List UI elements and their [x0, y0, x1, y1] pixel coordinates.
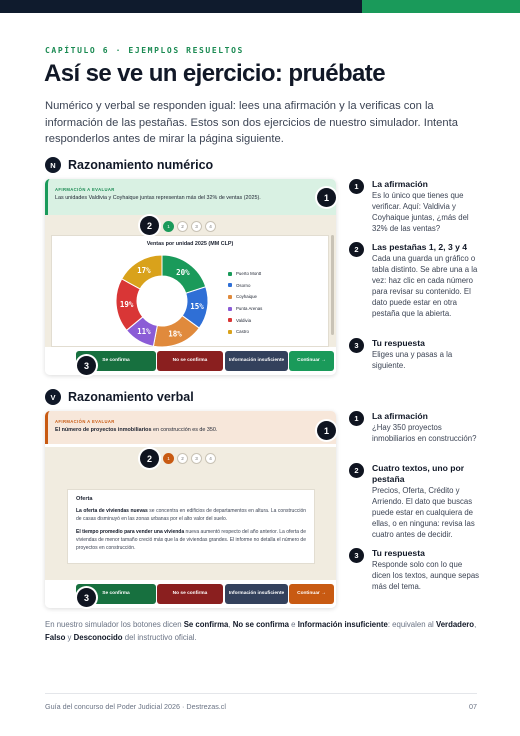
footnote-term-reject: No se confirma [232, 620, 290, 629]
donut-data-label: 15% [190, 302, 204, 312]
paragraph-1-body: se concentra en edificios de departamentos en altura. La construcción de casas disminuyó en las zonas urbanas por el alto valor del suelo. [76, 508, 307, 522]
donut-data-label: 17% [137, 265, 151, 275]
step-title: Tu respuesta [372, 338, 425, 348]
verbal-continue-button[interactable]: Continuar → [289, 584, 334, 604]
verbal-reject-button[interactable]: No se confirma [157, 584, 223, 604]
numeric-badge: N [45, 157, 61, 173]
numeric-tab-2[interactable]: 2 [177, 221, 188, 232]
verbal-callout-3: 3 [77, 588, 96, 607]
verbal-tab-1[interactable]: 1 [163, 453, 174, 464]
text-paragraph-2 [76, 528, 306, 552]
step-title: Cuatro textos, uno por pestaña [372, 463, 465, 484]
verbal-step-1 [349, 411, 480, 444]
donut-chart [112, 251, 212, 351]
verbal-statement-text [55, 427, 217, 433]
numeric-tab-4[interactable]: 4 [205, 221, 216, 232]
numeric-chart-card [51, 235, 329, 347]
step-description: ¿Hay 350 proyectos inmobiliarios en construcción? [372, 423, 477, 443]
step-badge: 3 [349, 548, 364, 563]
legend-swatch [228, 283, 232, 287]
legend-label: Valdivia [236, 317, 252, 323]
verbal-text-card [67, 489, 315, 564]
step-title: La afirmación [372, 411, 428, 421]
verbal-statement-box [45, 411, 336, 444]
numeric-tabs-area [45, 215, 336, 347]
verbal-tab-2[interactable]: 2 [177, 453, 188, 464]
verbal-section-heading [45, 389, 194, 405]
buttons-footnote [45, 619, 485, 644]
footnote-text: y [65, 632, 74, 642]
numeric-heading-text: Razonamiento numérico [68, 158, 214, 172]
paragraph-2-body: nueva aumentó respecto del año anterior. La oferta de viviendas de menor tamaño creció más que la de viviendas grandes. El informe no detalla el número de proyectos en construcción. [76, 529, 306, 551]
step-description: Precios, Oferta, Crédito y Arriendo. El dato que buscas puede estar en cualquiera de ellas, o en ninguna: revisa las cuatro antes de decidir. [372, 486, 475, 539]
footnote-term-insufficient: Información insuficiente [297, 620, 388, 629]
donut-data-label: 18% [168, 329, 182, 339]
numeric-continue-button[interactable]: Continuar → [289, 351, 334, 371]
step-description: Eliges una y pasas a la siguiente. [372, 350, 453, 370]
verbal-insufficient-button[interactable]: Información insuficiente [225, 584, 288, 604]
legend-label: Coyhaique [236, 294, 257, 300]
footnote-text: En nuestro simulador los botones dicen [45, 620, 184, 629]
numeric-tab-1[interactable]: 1 [163, 221, 174, 232]
legend-swatch [228, 295, 232, 299]
footnote-term-true: Verdadero [435, 620, 475, 629]
verbal-confirm-button[interactable]: Se confirma [76, 584, 156, 604]
donut-data-label: 11% [137, 327, 151, 337]
verbal-step-2 [349, 463, 480, 540]
chart-title: Ventas por unidad 2025 (MM CLP) [146, 241, 234, 247]
legend-item [228, 268, 262, 280]
verbal-step-3 [349, 548, 480, 592]
top-bar-accent [362, 0, 520, 13]
footer-divider [45, 693, 477, 694]
numeric-callout-1: 1 [317, 188, 336, 207]
legend-label: Osorno [236, 282, 251, 288]
step-title: La afirmación [372, 179, 428, 189]
paragraph-2-lead: El tiempo promedio para vender una vivienda [76, 529, 185, 535]
verbal-badge: V [45, 389, 61, 405]
step-title: Tu respuesta [372, 548, 425, 558]
chapter-label: CAPÍTULO 6 · EJEMPLOS RESUELTOS [45, 46, 244, 55]
step-badge: 1 [349, 411, 364, 426]
page-number: 07 [469, 702, 477, 711]
verbal-statement-bold: El número de proyectos inmobiliarios [55, 427, 152, 433]
numeric-step-3 [349, 338, 480, 371]
legend-item [228, 303, 262, 315]
legend-item [228, 314, 262, 326]
step-badge: 1 [349, 179, 364, 194]
numeric-statement-label: AFIRMACIÓN A EVALUAR [55, 187, 115, 192]
footnote-text: , [228, 620, 233, 629]
footnote-text: del instructivo oficial. [122, 632, 197, 642]
footnote-text: e [289, 620, 298, 629]
verbal-tab-3[interactable]: 3 [191, 453, 202, 464]
step-badge: 2 [349, 463, 364, 478]
numeric-tab-3[interactable]: 3 [191, 221, 202, 232]
verbal-tabs-area [45, 447, 336, 580]
verbal-statement-label: AFIRMACIÓN A EVALUAR [55, 419, 115, 424]
numeric-statement-text: Las unidades Valdivia y Coyhaique juntas representan más del 32% de ventas (2025). [55, 195, 261, 201]
donut-data-label: 20% [176, 267, 190, 277]
footnote-text: , [474, 620, 477, 629]
legend-label: Puerto Montt [236, 271, 262, 277]
page-title: Así se ve un ejercicio: pruébate [44, 60, 385, 87]
step-title: Las pestañas 1, 2, 3 y 4 [372, 242, 468, 252]
verbal-callout-1: 1 [317, 421, 336, 440]
numeric-scrollbar[interactable] [331, 235, 334, 335]
footnote-term-false: Falso [45, 632, 66, 642]
numeric-step-2 [349, 242, 480, 319]
footnote-term-unknown: Desconocido [73, 632, 123, 642]
verbal-tab-row [163, 453, 216, 464]
donut-data-label: 19% [119, 299, 134, 309]
legend-label: Castro [236, 329, 249, 335]
verbal-heading-text: Razonamiento verbal [68, 390, 194, 404]
legend-swatch [228, 330, 232, 334]
numeric-confirm-button[interactable]: Se confirma [76, 351, 156, 371]
verbal-tab-4[interactable]: 4 [205, 453, 216, 464]
verbal-simulator-panel [45, 411, 336, 608]
text-paragraph-1 [76, 507, 306, 523]
step-description: Responde solo con lo que dicen los textos, aunque sepas más del tema. [372, 560, 480, 591]
step-badge: 2 [349, 242, 364, 257]
footer-source: Guía del concurso del Poder Judicial 2026 · Destrezas.cl [45, 702, 226, 711]
intro-paragraph: Numérico y verbal se responden igual: lees una afirmación y la verificas con la información de las pestañas. Estos son dos ejercicios de nuestro simulador. Intenta responderlos antes de mirar la página siguiente. [45, 100, 458, 145]
numeric-step-1 [349, 179, 480, 234]
numeric-callout-2: 2 [140, 216, 159, 235]
step-description: Cada una guarda un gráfico o tabla distinto. Se abre una a la vez: haz clic en cada número para revisar su contenido. El dato puede estar en otra pestaña que la abierta. [372, 254, 478, 318]
legend-swatch [228, 307, 232, 311]
footnote-term-confirm: Se confirma [183, 620, 229, 629]
legend-item [228, 326, 262, 338]
legend-swatch [228, 318, 232, 322]
numeric-tab-row [163, 221, 216, 232]
numeric-reject-button[interactable]: No se confirma [157, 351, 223, 371]
verbal-statement-rest: en construcción es de 350. [151, 427, 218, 433]
legend-item [228, 291, 262, 303]
legend-swatch [228, 272, 232, 276]
numeric-statement-box [45, 179, 336, 215]
numeric-section-heading [45, 157, 213, 173]
legend-label: Punta Arenas [236, 306, 263, 312]
numeric-callout-3: 3 [77, 356, 96, 375]
legend-item [228, 280, 262, 292]
numeric-insufficient-button[interactable]: Información insuficiente [225, 351, 288, 371]
paragraph-1-lead: La oferta de viviendas nuevas [76, 508, 148, 514]
verbal-callout-2: 2 [140, 449, 159, 468]
footnote-text: : equivalen al [387, 620, 436, 629]
numeric-simulator-panel [45, 179, 336, 375]
step-badge: 3 [349, 338, 364, 353]
chart-legend [228, 268, 262, 338]
step-description: Es lo único que tienes que verificar. Aquí: Valdivia y Coyhaique juntas, ¿más del 32% de las ventas? [372, 191, 469, 233]
text-card-title: Oferta [76, 496, 93, 502]
